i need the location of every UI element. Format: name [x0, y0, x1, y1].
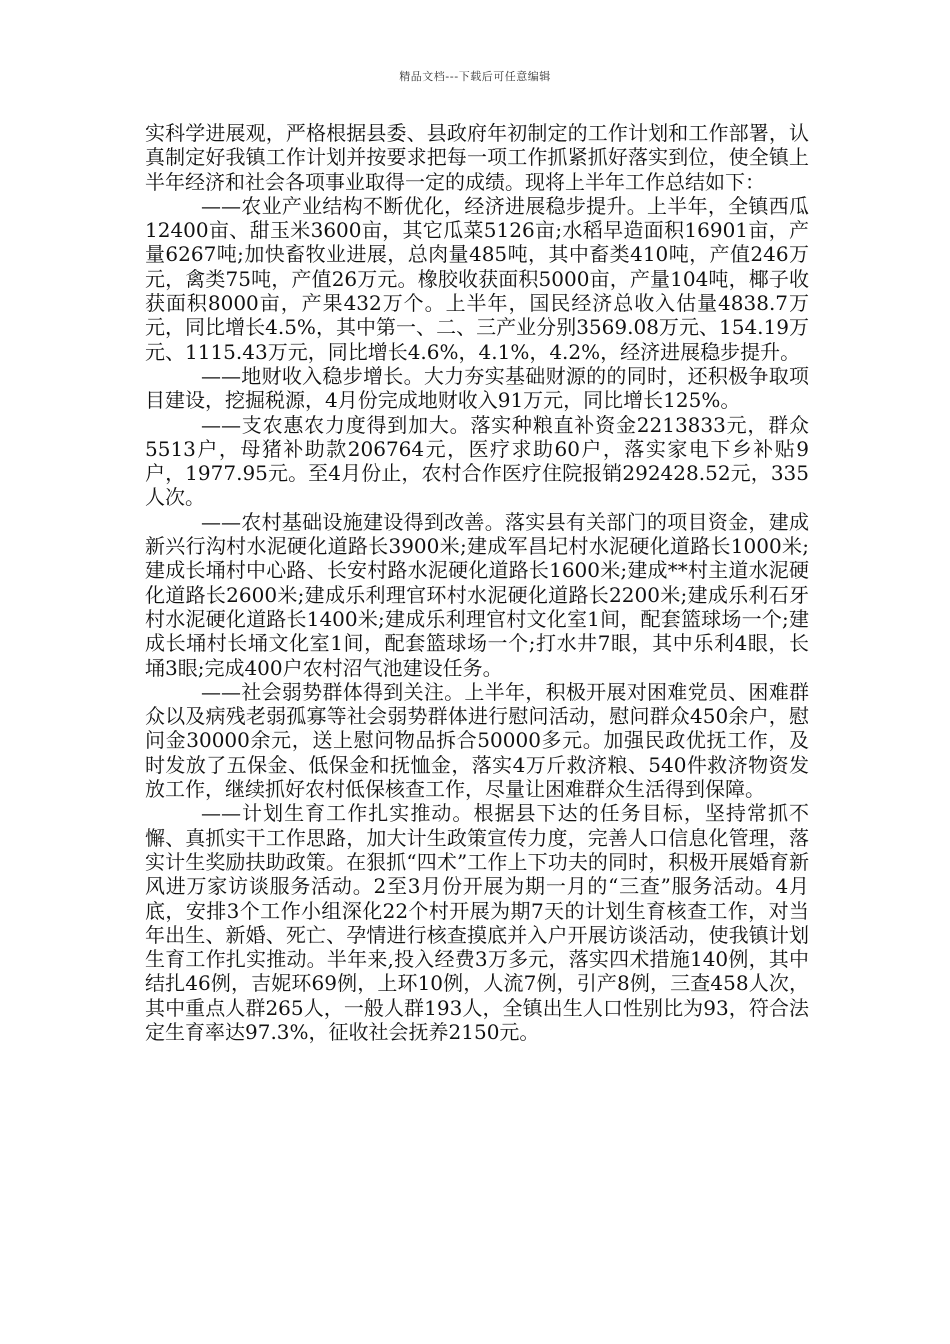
paragraph-intro: 实科学进展观，严格根据县委、县政府年初制定的工作计划和工作部署，认真制定好我镇工作计划并按要求把每一项工作抓紧抓好落实到位，使全镇上半年经济和社会各项事业取得一定的成绩。现将上半年工作总结如下： [145, 121, 809, 194]
paragraph-family-planning: ——计划生育工作扎实推动。根据县下达的任务目标，坚持常抓不懈、真抓实干工作思路，加大计生政策宣传力度，完善人口信息化管理，落实计生奖励扶助政策。在狠抓“四术”工作上下功夫的同时，积极开展婚育新风进万家访谈服务活动。2至3月份开展为期一月的“三查”服务活动。4月底，安排3个工作小组深化22个村开展为期7天的计划生育核查工作，对当年出生、新婚、死亡、孕情进行核查摸底并入户开展访谈活动，使我镇计划生育工作扎实推动。半年来,投入经费3万多元，落实四术措施140例，其中结扎46例，吉妮环69例，上环10例，人流7例，引产8例，三查458人次，其中重点人群265人，一般人群193人，全镇出生人口性别比为93，符合法定生育率达97.3%，征收社会抚养2150元。 [145, 801, 809, 1044]
paragraph-agriculture: ——农业产业结构不断优化，经济进展稳步提升。上半年，全镇西瓜12400亩、甜玉米3600亩，其它瓜菜5126亩;水稻早造面积16901亩，产量6267吨;加快畜牧业进展，总肉量485吨，其中畜类410吨，产值246万元，禽类75吨，产值26万元。橡胶收获面积5000亩，产量104吨，椰子收获面积8000亩，产果432万个。上半年，国民经济总收入估量4838.7万元，同比增长4.5%，其中第一、二、三产业分别3569.08万元、154.19万元、1115.43万元，同比增长4.6%，4.1%，4.2%，经济进展稳步提升。 [145, 193, 809, 364]
paragraph-fiscal-revenue: ——地财收入稳步增长。大力夯实基础财源的的同时，还积极争取项目建设，挖掘税源，4月份完成地财收入91万元，同比增长125%。 [145, 363, 809, 413]
paragraph-farm-subsidies: ——支农惠农力度得到加大。落实种粮直补资金2213833元，群众5513户，母猪补助款206764元，医疗求助60户，落实家电下乡补贴9户，1977.95元。至4月份止，农村合作医疗住院报销292428.52元，335人次。 [145, 412, 809, 510]
page-header: 精品文档---下载后可任意编辑 [399, 70, 551, 83]
paragraph-infrastructure: ——农村基础设施建设得到改善。落实县有关部门的项目资金，建成新兴行沟村水泥硬化道路长3900米;建成军昌圮村水泥硬化道路长1000米;建成长埇村中心路、长安村路水泥硬化道路长1600米;建成**村主道水泥硬化道路长2600米;建成乐利理官环村水泥硬化道路长2200米;建成乐利石牙村水泥硬化道路长1400米;建成乐利理官村文化室1间，配套篮球场一个;建成长埇村长埇文化室1间，配套篮球场一个;打水井7眼，其中乐利4眼，长埇3眼;完成400户农村沼气池建设任务。 [145, 509, 809, 680]
paragraph-vulnerable-groups: ——社会弱势群体得到关注。上半年，积极开展对困难党员、困难群众以及病残老弱孤寡等社会弱势群体进行慰问活动，慰问群众450余户，慰问金30000余元，送上慰问物品拆合50000多元。加强民政优抚工作，及时发放了五保金、低保金和抚恤金，落实4万斤救济粮、540件救济物资发放工作，继续抓好农村低保核查工作，尽量让困难群众生活得到保障。 [145, 679, 809, 802]
document-body [145, 121, 809, 1044]
